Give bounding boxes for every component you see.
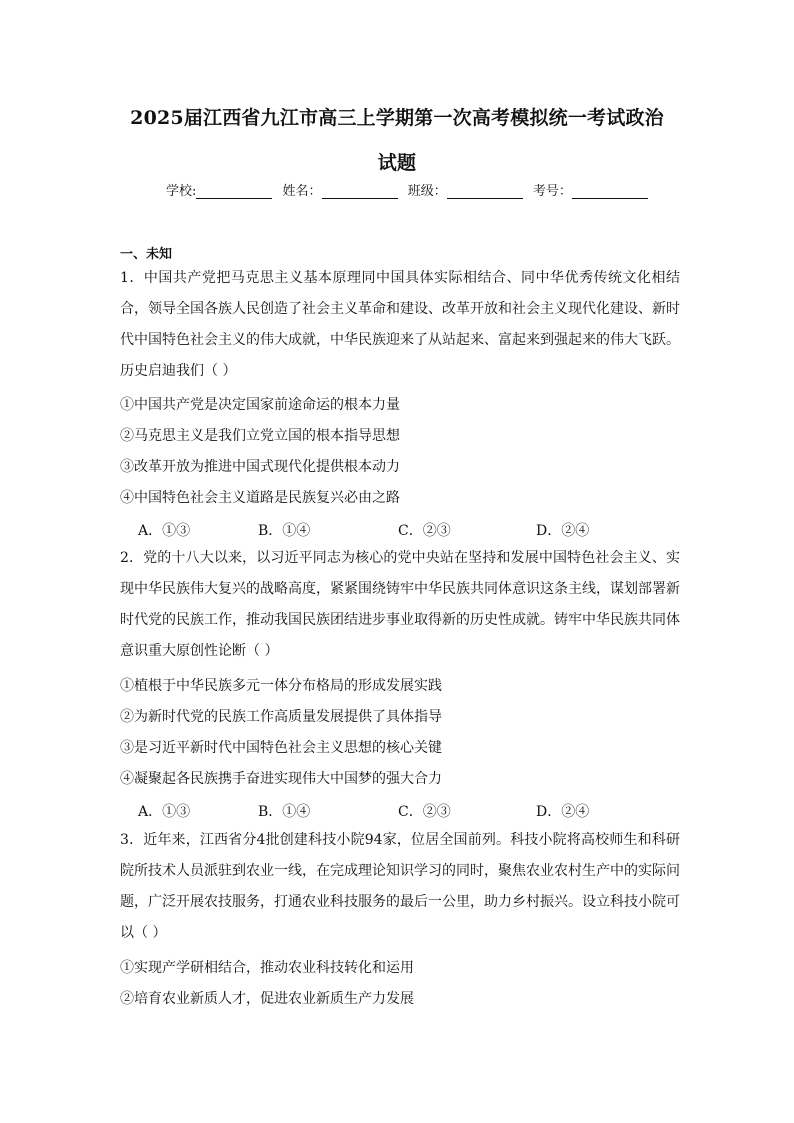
school-label: 学校: [166,184,197,199]
question-3-option-2: ②培育农业新质人才，促进农业新质生产力发展 [120,991,414,1007]
question-2-option-1: ①植根于中华民族多元一体分布格局的形成发展实践 [120,678,442,694]
class-blank[interactable] [447,184,523,199]
question-2-option-2: ②为新时代党的民族工作高质量发展提供了具体指导 [120,709,442,725]
question-1-choice-a[interactable]: A．①③ [138,523,191,539]
question-2-choice-b[interactable]: B．①④ [258,804,311,820]
question-2-choice-c[interactable]: C．②③ [398,804,451,820]
question-2-choice-d[interactable]: D．②④ [536,804,590,820]
question-1-option-2: ②马克思主义是我们立党立国的根本指导思想 [120,428,400,444]
question-1-stem: 1．中国共产党把马克思主义基本原理同中国具体实际相结合、同中华优秀传统文化相结合，领导全国各族人民创造了社会主义革命和建设、改革开放和社会主义现代化建设、新时代中国特色社会主义的伟大成就，中华民族迎来了从站起来、富起来到强起来的伟大飞跃。历史启迪我们（ ） [120,270,680,379]
question-2-option-3: ③是习近平新时代中国特色社会主义思想的核心关键 [120,740,442,756]
question-1-choice-c[interactable]: C．②③ [398,523,451,539]
name-blank[interactable] [322,184,398,199]
exam-number-blank[interactable] [572,184,648,199]
question-3-option-1: ①实现产学研相结合，推动农业科技转化和运用 [120,960,414,976]
question-3-stem: 3．近年来，江西省分4批创建科技小院94家，位居全国前列。科技小院将高校师生和科研院所技术人员派驻到农业一线，在完成理论知识学习的同时，聚焦农业农村生产中的实际问题，广泛开展农技服务，打通农业科技服务的最后一公里，助力乡村振兴。设立科技小院可以（ ） [120,832,680,941]
class-label: 班级： [407,184,447,199]
question-1-choice-d[interactable]: D．②④ [536,523,590,539]
exam-title-continued: 试题 [377,152,417,174]
question-1-option-1: ①中国共产党是决定国家前途命运的根本力量 [120,397,400,413]
school-blank[interactable] [196,184,272,199]
section-heading: 一、未知 [120,247,173,262]
question-1-choice-b[interactable]: B．①④ [258,523,311,539]
exam-title: 2025届江西省九江市高三上学期第一次高考模拟统一考试政治 [130,107,664,129]
question-1-option-3: ③改革开放为推进中国式现代化提供根本动力 [120,459,400,475]
question-2-stem: 2．党的十八大以来，以习近平同志为核心的党中央站在坚持和发展中国特色社会主义、实现中华民族伟大复兴的战略高度，紧紧围绕铸牢中华民族共同体意识这条主线，谋划部署新时代党的民族工作，推动我国民族团结进步事业取得新的历史性成就。铸牢中华民族共同体意识重大原创性论断（ ） [120,550,680,659]
name-label: 姓名： [282,184,322,199]
question-1-option-4: ④中国特色社会主义道路是民族复兴必由之路 [120,490,400,506]
question-2-choice-a[interactable]: A．①③ [138,804,191,820]
exam-number-label: 考号： [532,184,572,199]
student-info-line [166,180,636,199]
question-2-option-4: ④凝聚起各民族携手奋进实现伟大中国梦的强大合力 [120,771,442,787]
